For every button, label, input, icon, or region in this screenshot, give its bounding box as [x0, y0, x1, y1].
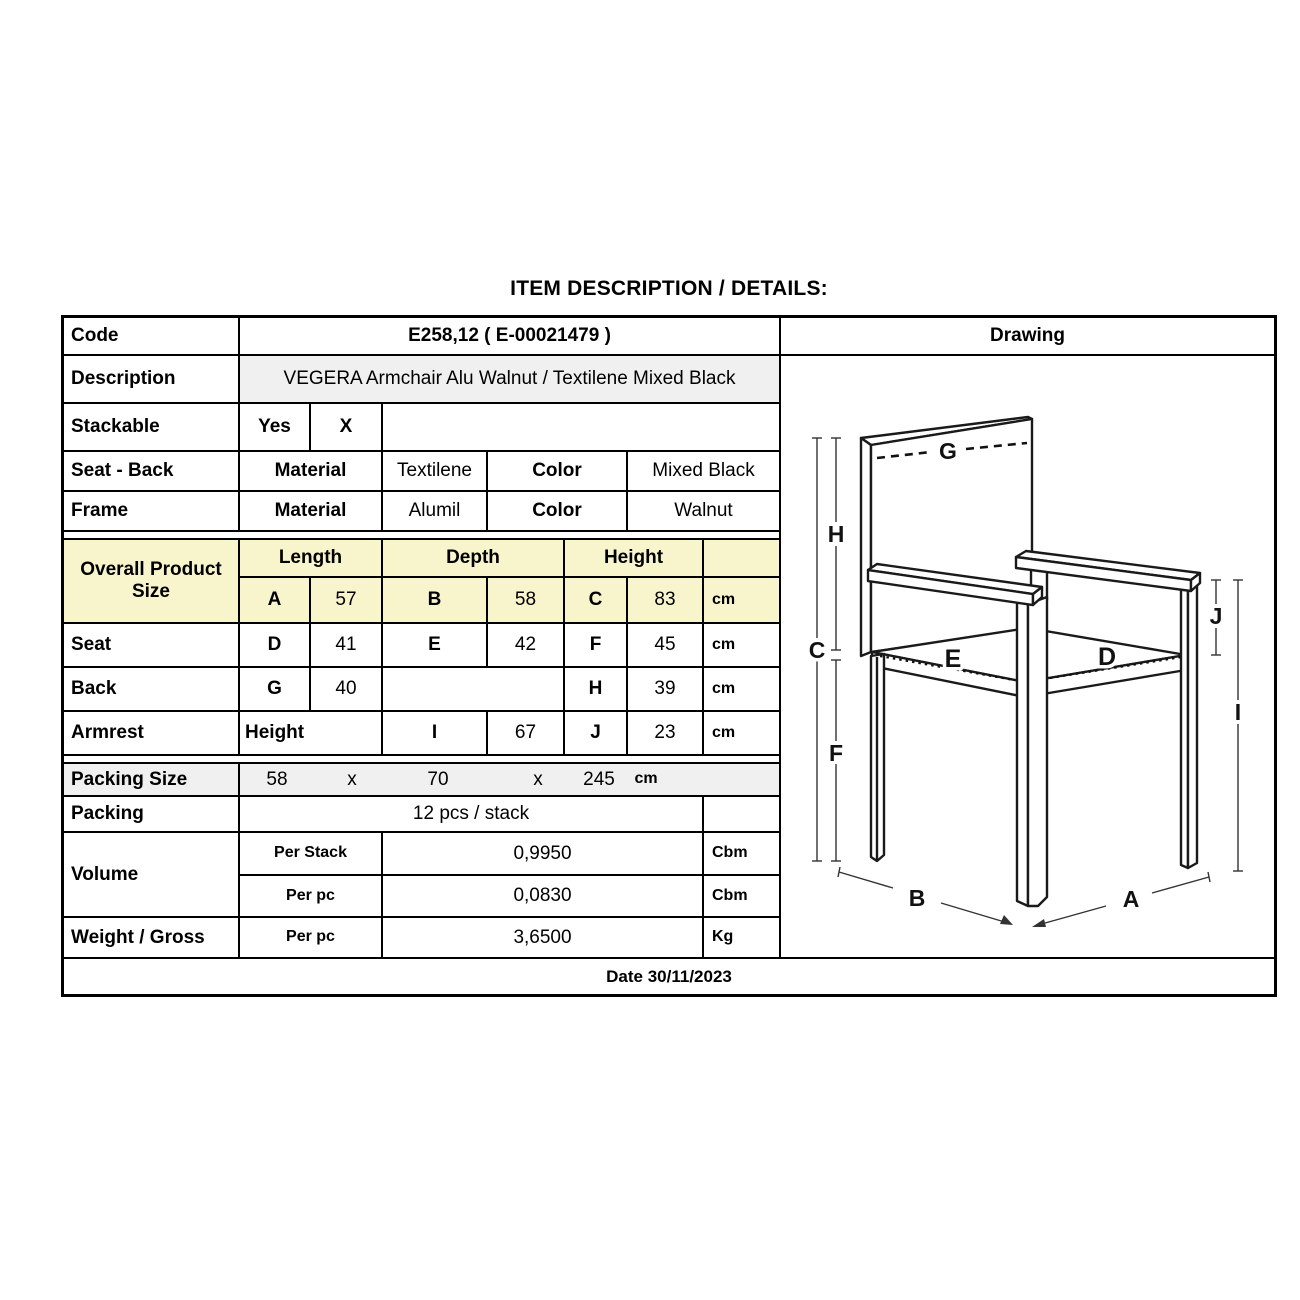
weight-value: 3,6500	[383, 918, 704, 959]
label-a: A	[1122, 886, 1140, 912]
stackable-label: Stackable	[64, 404, 240, 452]
spacer-row	[64, 532, 781, 540]
weight-unit: Kg	[704, 918, 781, 959]
armrest-height-label: Height	[240, 712, 383, 756]
seat-unit: cm	[704, 624, 781, 668]
volume-per-stack-unit: Cbm	[704, 833, 781, 876]
seat-d-key: D	[240, 624, 311, 668]
packing-size-x1: x	[347, 768, 357, 790]
arrowhead-a	[1032, 919, 1046, 927]
weight-per-pc-label: Per pc	[240, 918, 383, 959]
label-i: I	[1234, 699, 1242, 725]
overall-a-key: A	[240, 578, 311, 624]
packing-size-d1: 58	[266, 768, 288, 790]
size-header-empty	[704, 540, 781, 578]
frame-label: Frame	[64, 492, 240, 532]
label-f: F	[828, 740, 844, 766]
arrowhead-b	[1000, 915, 1013, 925]
frame-color: Walnut	[628, 492, 781, 532]
overall-b-key: B	[383, 578, 488, 624]
stackable-empty	[383, 404, 781, 452]
overall-unit: cm	[704, 578, 781, 624]
seat-e-value: 42	[488, 624, 565, 668]
description-value: VEGERA Armchair Alu Walnut / Textilene Mixed Black	[240, 356, 781, 404]
armrest-j-key: J	[565, 712, 628, 756]
stackable-mark: X	[311, 404, 383, 452]
spacer-row	[64, 756, 781, 764]
seatback-color-label: Color	[488, 452, 628, 492]
seatback-material: Textilene	[383, 452, 488, 492]
seat-f-value: 45	[628, 624, 704, 668]
seat-e-key: E	[383, 624, 488, 668]
back-h-key: H	[565, 668, 628, 712]
right-leg-right-face	[1188, 585, 1197, 868]
packing-size-d3: 245	[583, 768, 615, 790]
spec-table	[61, 315, 1277, 997]
back-g-key: G	[240, 668, 311, 712]
seat-d-value: 41	[311, 624, 383, 668]
backrest-side-edge	[861, 438, 871, 656]
back-h-value: 39	[628, 668, 704, 712]
dim-b-line	[839, 872, 893, 888]
seat-f-key: F	[565, 624, 628, 668]
dim-a-line	[1152, 877, 1209, 893]
packing-value: 12 pcs / stack	[240, 797, 704, 833]
frame-color-label: Color	[488, 492, 628, 532]
volume-per-stack-value: 0,9950	[383, 833, 704, 876]
code-label: Code	[64, 318, 240, 356]
front-leg-left-face	[1017, 600, 1028, 906]
frame-material: Alumil	[383, 492, 488, 532]
front-leg-right-face	[1028, 597, 1047, 906]
seat-label: Seat	[64, 624, 240, 668]
packing-size-x2: x	[533, 768, 543, 790]
label-g: G	[939, 438, 957, 464]
drawing-area	[781, 356, 1274, 959]
volume-per-stack-label: Per Stack	[240, 833, 383, 876]
armrest-i-key: I	[383, 712, 488, 756]
chair-outline	[861, 417, 1200, 906]
armrest-j-value: 23	[628, 712, 704, 756]
weight-label: Weight / Gross	[64, 918, 240, 959]
depth-header: Depth	[383, 540, 565, 578]
label-h: H	[827, 521, 845, 547]
stackable-yes: Yes	[240, 404, 311, 452]
seatback-color: Mixed Black	[628, 452, 781, 492]
date-cell: Date 30/11/2023	[64, 959, 1274, 994]
volume-label: Volume	[64, 833, 240, 918]
back-empty	[383, 668, 565, 712]
label-d: D	[1097, 643, 1117, 671]
label-e: E	[944, 645, 962, 673]
back-label: Back	[64, 668, 240, 712]
armrest-unit: cm	[704, 712, 781, 756]
packing-size-label: Packing Size	[64, 764, 240, 797]
overall-b-value: 58	[488, 578, 565, 624]
packing-label: Packing	[64, 797, 240, 833]
seatback-label: Seat - Back	[64, 452, 240, 492]
description-label: Description	[64, 356, 240, 404]
seatback-material-label: Material	[240, 452, 383, 492]
page-title: ITEM DESCRIPTION / DETAILS:	[510, 277, 828, 300]
volume-per-pc-value: 0,0830	[383, 876, 704, 918]
length-header: Length	[240, 540, 383, 578]
chair-drawing	[781, 356, 1274, 957]
packing-size-d2: 70	[427, 768, 449, 790]
packing-empty	[704, 797, 781, 833]
packing-size-unit: cm	[634, 769, 658, 787]
back-g-value: 40	[311, 668, 383, 712]
armrest-i-value: 67	[488, 712, 565, 756]
label-c: C	[808, 637, 826, 663]
overall-a-value: 57	[311, 578, 383, 624]
code-value: E258,12 ( E-00021479 )	[240, 318, 781, 356]
height-header: Height	[565, 540, 704, 578]
overall-size-label: Overall Product Size	[64, 540, 240, 624]
label-b: B	[908, 885, 926, 911]
armrest-label: Armrest	[64, 712, 240, 756]
drawing-header: Drawing	[781, 318, 1274, 356]
dimension-arrowheads	[1000, 915, 1046, 927]
volume-per-pc-unit: Cbm	[704, 876, 781, 918]
label-j: J	[1209, 603, 1223, 629]
packing-size-value	[240, 764, 781, 797]
overall-c-key: C	[565, 578, 628, 624]
frame-material-label: Material	[240, 492, 383, 532]
overall-c-value: 83	[628, 578, 704, 624]
back-unit: cm	[704, 668, 781, 712]
volume-per-pc-label: Per pc	[240, 876, 383, 918]
